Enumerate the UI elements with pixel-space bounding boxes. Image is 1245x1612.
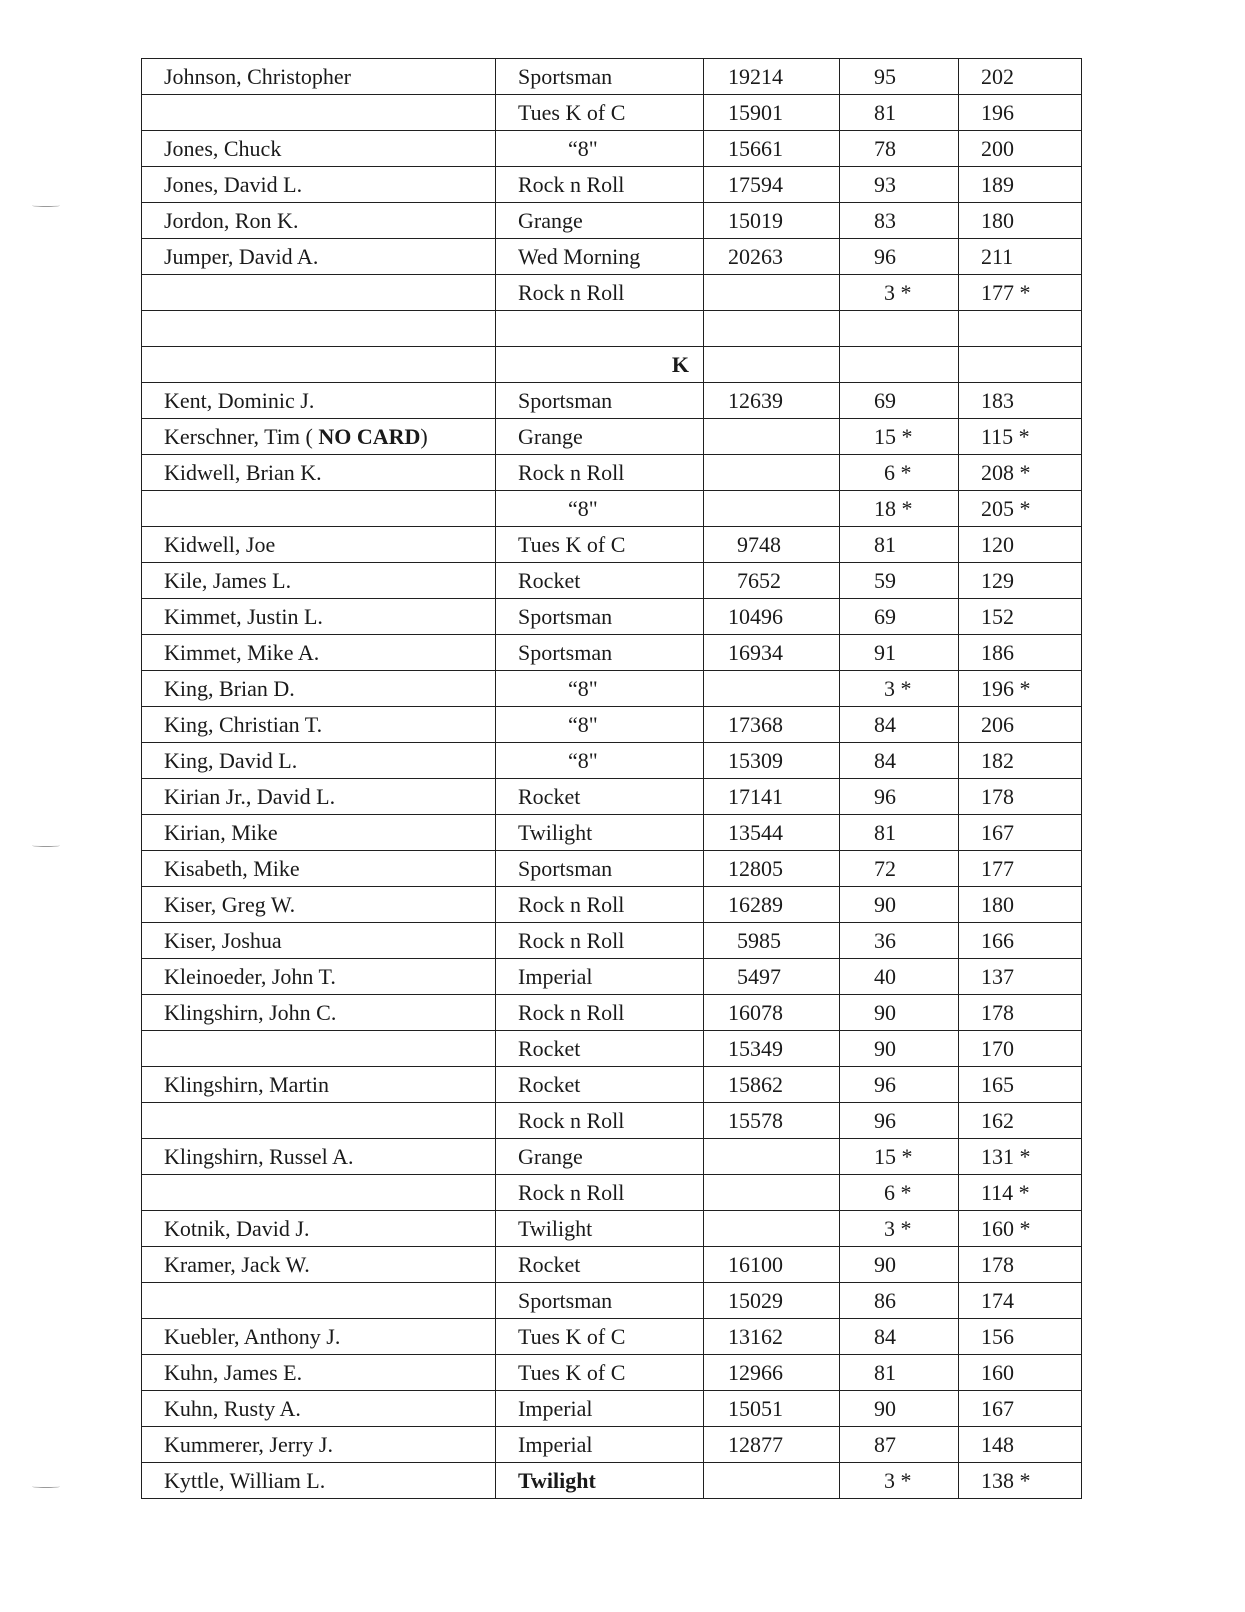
bowler-name: Kiser, Joshua [164,927,282,953]
total-pins-cell: 17141 [704,779,840,815]
empty-cell [704,347,840,383]
bowler-name: King, Christian T. [164,711,323,737]
bowler-name-cell [142,635,496,671]
table-row [142,383,1082,419]
table-row [142,995,1082,1031]
average-cell: 114 * [959,1175,1082,1211]
bowler-name: Kiser, Greg W. [164,891,296,917]
section-letter: K [496,347,704,383]
games-cell: 18 * [840,491,959,527]
bowler-name: Jordon, Ron K. [164,207,299,233]
bowler-name-cell [142,1427,496,1463]
league-cell: Sportsman [496,635,704,671]
bowler-name: Kuhn, James E. [164,1359,303,1385]
games-cell: 15 * [840,419,959,455]
bowler-name: Kisabeth, Mike [164,855,300,881]
total-pins-cell: 5497 [704,959,840,995]
games-cell: 87 [840,1427,959,1463]
average-cell: 200 [959,131,1082,167]
bowler-name-cell [142,95,496,131]
games-cell: 86 [840,1283,959,1319]
average-cell: 166 [959,923,1082,959]
total-pins-cell: 15051 [704,1391,840,1427]
games-cell: 90 [840,1391,959,1427]
average-cell: 196 * [959,671,1082,707]
games-cell: 81 [840,1355,959,1391]
average-cell: 162 [959,1103,1082,1139]
total-pins-cell: 17594 [704,167,840,203]
average-cell: 177 [959,851,1082,887]
league-cell: Twilight [496,1463,704,1499]
bowler-name-cell [142,419,496,455]
bowler-name-cell [142,1319,496,1355]
games-cell: 3 * [840,1463,959,1499]
total-pins-cell: 7652 [704,563,840,599]
bowler-name: Kidwell, Joe [164,531,276,557]
bowler-name-cell [142,239,496,275]
league-cell: Rock n Roll [496,275,704,311]
games-cell: 3 * [840,1211,959,1247]
total-pins-cell: 16078 [704,995,840,1031]
table-row [142,527,1082,563]
average-cell: 148 [959,1427,1082,1463]
bowler-name: Kimmet, Justin L. [164,603,323,629]
table-row [142,1139,1082,1175]
league-cell: Rocket [496,563,704,599]
table-row [142,1391,1082,1427]
bowler-name-cell [142,275,496,311]
bowler-name-cell [142,203,496,239]
games-cell: 3 * [840,275,959,311]
table-row [142,707,1082,743]
table-row [142,1067,1082,1103]
games-cell: 84 [840,743,959,779]
games-cell: 90 [840,1031,959,1067]
bowler-name: Kuhn, Rusty A. [164,1395,301,1421]
bowler-name-cell [142,527,496,563]
total-pins-cell [704,1139,840,1175]
bowler-name: Kidwell, Brian K. [164,459,322,485]
empty-cell [840,347,959,383]
average-cell: 131 * [959,1139,1082,1175]
games-cell: 84 [840,707,959,743]
games-cell: 81 [840,527,959,563]
games-cell: 81 [840,815,959,851]
table-row [142,491,1082,527]
average-cell: 160 * [959,1211,1082,1247]
bowler-name: Kramer, Jack W. [164,1251,310,1277]
bowler-name: Kirian, Mike [164,819,278,845]
games-cell: 91 [840,635,959,671]
table-row [142,1103,1082,1139]
games-cell: 96 [840,1067,959,1103]
bowler-name-cell [142,743,496,779]
league-cell: Rocket [496,1067,704,1103]
league-cell: Rock n Roll [496,1103,704,1139]
games-cell: 6 * [840,1175,959,1211]
total-pins-cell: 15309 [704,743,840,779]
table-row [142,1355,1082,1391]
games-cell: 69 [840,599,959,635]
bowler-name: Kirian Jr., David L. [164,783,336,809]
league-cell: Grange [496,1139,704,1175]
bowler-name-cell [142,311,496,347]
league-cell: Rock n Roll [496,995,704,1031]
average-cell: 167 [959,815,1082,851]
league-cell: “8" [496,743,704,779]
bowler-name-cell [142,167,496,203]
punch-hole-mark [32,844,60,847]
average-cell: 115 * [959,419,1082,455]
average-cell: 160 [959,1355,1082,1391]
bowler-name: King, David L. [164,747,298,773]
bowler-name-cell [142,599,496,635]
league-cell: “8" [496,491,704,527]
league-cell: Rock n Roll [496,1175,704,1211]
table-row [142,131,1082,167]
table-row [142,779,1082,815]
table-row [142,599,1082,635]
league-cell: Twilight [496,815,704,851]
games-cell: 40 [840,959,959,995]
games-cell: 59 [840,563,959,599]
table-row [142,1427,1082,1463]
games-cell: 93 [840,167,959,203]
note-close-paren: ) [420,423,428,449]
total-pins-cell [704,671,840,707]
table-row [142,923,1082,959]
bowler-name: Kummerer, Jerry J. [164,1431,333,1457]
games-cell: 90 [840,995,959,1031]
average-cell: 129 [959,563,1082,599]
average-cell: 137 [959,959,1082,995]
bowler-name-cell [142,1031,496,1067]
table-row [142,1175,1082,1211]
games-cell: 95 [840,59,959,95]
average-cell: 178 [959,995,1082,1031]
games-cell: 81 [840,95,959,131]
table-row [142,671,1082,707]
average-cell: 208 * [959,455,1082,491]
total-pins-cell: 16100 [704,1247,840,1283]
bowler-name: Johnson, Christopher [164,63,351,89]
total-pins-cell: 10496 [704,599,840,635]
league-cell: Twilight [496,1211,704,1247]
punch-hole-mark [32,204,60,207]
games-cell: 6 * [840,455,959,491]
table-row [142,887,1082,923]
bowler-name-cell [142,59,496,95]
league-cell: Rock n Roll [496,455,704,491]
average-cell: 178 [959,1247,1082,1283]
league-cell: “8" [496,671,704,707]
league-cell: Rocket [496,779,704,815]
total-pins-cell [704,419,840,455]
bowler-name: Kile, James L. [164,567,292,593]
bowler-name-cell [142,1355,496,1391]
bowler-name-cell [142,1139,496,1175]
total-pins-cell: 16934 [704,635,840,671]
average-cell: 205 * [959,491,1082,527]
bowler-name-cell [142,455,496,491]
average-cell: 152 [959,599,1082,635]
games-cell: 3 * [840,671,959,707]
total-pins-cell: 16289 [704,887,840,923]
bowler-name-cell [142,491,496,527]
games-cell [840,311,959,347]
average-cell [959,311,1082,347]
table-row [142,1283,1082,1319]
bowler-name: Kuebler, Anthony J. [164,1323,341,1349]
total-pins-cell [704,455,840,491]
total-pins-cell: 12966 [704,1355,840,1391]
total-pins-cell: 15019 [704,203,840,239]
bowler-name: Kleinoeder, John T. [164,963,336,989]
league-cell: Wed Morning [496,239,704,275]
bowler-name-cell [142,995,496,1031]
total-pins-cell: 9748 [704,527,840,563]
total-pins-cell: 5985 [704,923,840,959]
punch-hole-mark [32,1485,60,1488]
league-cell: Tues K of C [496,1319,704,1355]
total-pins-cell: 12639 [704,383,840,419]
bowler-name-cell [142,887,496,923]
league-cell: Sportsman [496,851,704,887]
average-cell: 167 [959,1391,1082,1427]
total-pins-cell [704,1211,840,1247]
no-card-note: NO CARD [318,423,421,449]
league-cell: Imperial [496,1427,704,1463]
average-cell: 183 [959,383,1082,419]
average-cell: 186 [959,635,1082,671]
league-cell: Grange [496,203,704,239]
bowler-name: Jumper, David A. [164,243,319,269]
average-cell: 196 [959,95,1082,131]
league-cell: Rock n Roll [496,923,704,959]
league-cell: Rocket [496,1247,704,1283]
table-row [142,311,1082,347]
average-cell: 177 * [959,275,1082,311]
table-row [142,455,1082,491]
table-row [142,167,1082,203]
average-cell: 138 * [959,1463,1082,1499]
total-pins-cell: 15661 [704,131,840,167]
total-pins-cell [704,1175,840,1211]
average-cell: 182 [959,743,1082,779]
total-pins-cell: 15901 [704,95,840,131]
league-cell: Sportsman [496,383,704,419]
table-row [142,275,1082,311]
table-row [142,239,1082,275]
total-pins-cell: 15578 [704,1103,840,1139]
bowler-name-cell [142,959,496,995]
table-row [142,1031,1082,1067]
total-pins-cell: 13544 [704,815,840,851]
table-row [142,1211,1082,1247]
total-pins-cell: 12877 [704,1427,840,1463]
games-cell: 15 * [840,1139,959,1175]
bowler-name-cell [142,1391,496,1427]
total-pins-cell [704,1463,840,1499]
bowler-name: King, Brian D. [164,675,295,701]
average-cell: 120 [959,527,1082,563]
total-pins-cell: 15862 [704,1067,840,1103]
bowler-name-cell [142,1103,496,1139]
league-cell: Sportsman [496,59,704,95]
games-cell: 96 [840,779,959,815]
table-row [142,1247,1082,1283]
league-cell: Sportsman [496,1283,704,1319]
average-cell: 174 [959,1283,1082,1319]
bowler-name-cell [142,1283,496,1319]
games-cell: 78 [840,131,959,167]
league-cell: Tues K of C [496,95,704,131]
bowler-name-cell [142,923,496,959]
bowler-name: Klingshirn, Martin [164,1071,329,1097]
games-cell: 90 [840,887,959,923]
average-cell: 180 [959,887,1082,923]
average-cell: 178 [959,779,1082,815]
total-pins-cell: 20263 [704,239,840,275]
bowler-name-cell [142,1175,496,1211]
bowler-name-cell [142,1463,496,1499]
bowler-name-cell [142,671,496,707]
table-row [142,959,1082,995]
table-row [142,563,1082,599]
average-cell: 170 [959,1031,1082,1067]
table-row [142,1463,1082,1499]
average-cell: 165 [959,1067,1082,1103]
table-row [142,851,1082,887]
games-cell: 72 [840,851,959,887]
games-cell: 83 [840,203,959,239]
league-cell: Rock n Roll [496,167,704,203]
bowler-name: Jones, David L. [164,171,303,197]
bowler-name-cell [142,1247,496,1283]
bowler-name-cell [142,815,496,851]
table-row [142,95,1082,131]
bowler-name-cell [142,1067,496,1103]
table-row [142,635,1082,671]
bowler-name-cell [142,1211,496,1247]
league-cell: Rock n Roll [496,887,704,923]
bowler-name: Kerschner, Tim ( [164,423,313,449]
bowler-name-cell [142,131,496,167]
table-row [142,815,1082,851]
league-cell: Sportsman [496,599,704,635]
bowler-name: Klingshirn, Russel A. [164,1143,354,1169]
bowler-name: Kent, Dominic J. [164,387,315,413]
average-cell: 156 [959,1319,1082,1355]
total-pins-cell: 19214 [704,59,840,95]
average-cell: 211 [959,239,1082,275]
total-pins-cell: 15029 [704,1283,840,1319]
league-cell: Rocket [496,1031,704,1067]
games-cell: 69 [840,383,959,419]
roster-body [142,59,1082,1499]
section-header-row [142,347,1082,383]
bowler-name-cell [142,563,496,599]
league-cell: Grange [496,419,704,455]
league-cell: “8" [496,131,704,167]
bowler-name-cell [142,707,496,743]
average-cell: 189 [959,167,1082,203]
games-cell: 96 [840,1103,959,1139]
total-pins-cell [704,491,840,527]
bowler-name-cell [142,383,496,419]
average-cell: 180 [959,203,1082,239]
empty-cell [142,347,496,383]
games-cell: 36 [840,923,959,959]
bowler-name: Kimmet, Mike A. [164,639,320,665]
total-pins-cell [704,311,840,347]
bowler-name: Kotnik, David J. [164,1215,310,1241]
table-row [142,203,1082,239]
total-pins-cell: 13162 [704,1319,840,1355]
bowler-name-cell [142,851,496,887]
total-pins-cell: 12805 [704,851,840,887]
average-cell: 206 [959,707,1082,743]
league-cell [496,311,704,347]
table-row [142,419,1082,455]
table-row [142,1319,1082,1355]
league-cell: “8" [496,707,704,743]
league-cell: Imperial [496,1391,704,1427]
bowler-roster-table [141,58,1082,1499]
table-row [142,59,1082,95]
games-cell: 90 [840,1247,959,1283]
bowler-name-cell [142,779,496,815]
games-cell: 84 [840,1319,959,1355]
league-cell: Tues K of C [496,527,704,563]
total-pins-cell: 17368 [704,707,840,743]
total-pins-cell: 15349 [704,1031,840,1067]
table-row [142,743,1082,779]
games-cell: 96 [840,239,959,275]
bowler-name: Jones, Chuck [164,135,282,161]
total-pins-cell [704,275,840,311]
bowler-name: Klingshirn, John C. [164,999,337,1025]
average-cell: 202 [959,59,1082,95]
empty-cell [959,347,1082,383]
league-cell: Imperial [496,959,704,995]
league-cell: Tues K of C [496,1355,704,1391]
bowler-name: Kyttle, William L. [164,1467,326,1493]
